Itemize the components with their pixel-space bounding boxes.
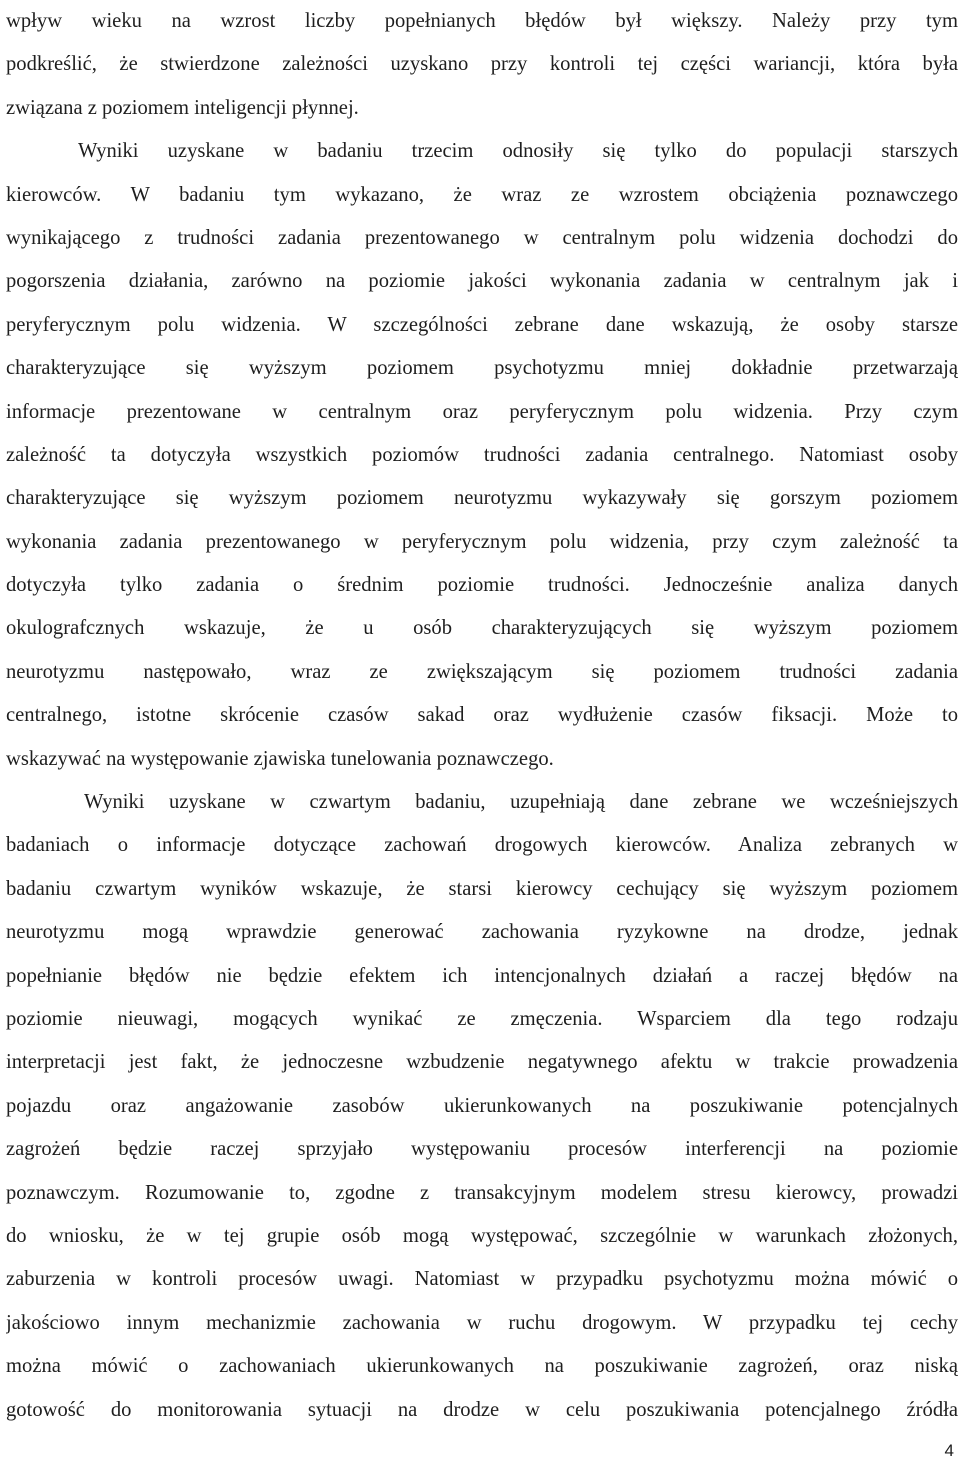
text-line: do wniosku, że w tej grupie osób mogą występować, szczególnie w warunkach złożonych, — [6, 1224, 958, 1247]
text-line: wpływ wieku na wzrost liczby popełnianych błędów był większy. Należy przy tym — [6, 10, 958, 32]
text-line: podkreślić, że stwierdzone zależności uzyskano przy kontroli tej części wariancji, która była — [6, 53, 958, 76]
text-line: poznawczym. Rozumowanie to, zgodne z transakcyjnym modelem stresu kierowcy, prowadzi — [6, 1181, 958, 1204]
text-line: poziomie nieuwagi, mogących wynikać ze zmęczenia. Wsparciem dla tego rodzaju — [6, 1007, 958, 1030]
text-line: popełnianie błędów nie będzie efektem ich intencjonalnych działań a raczej błędów na — [6, 964, 958, 987]
text-line: jakościowo innym mechanizmie zachowania w ruchu drogowym. W przypadku tej cechy — [6, 1311, 958, 1334]
text-line: informacje prezentowane w centralnym oraz peryferycznym polu widzenia. Przy czym — [6, 400, 958, 423]
text-line: charakteryzujące się wyższym poziomem neurotyzmu wykazywały się gorszym poziomem — [6, 487, 958, 510]
text-line: dotyczyła tylko zadania o średnim poziomie trudności. Jednocześnie analiza danych — [6, 574, 958, 597]
page-number: 4 — [944, 1441, 954, 1460]
text-line: centralnego, istotne skrócenie czasów sakad oraz wydłużenie czasów fiksacji. Może to — [6, 704, 958, 727]
text-line: kierowców. W badaniu tym wykazano, że wraz ze wzrostem obciążenia poznawczego — [6, 183, 958, 206]
text-line: okulografcznych wskazuje, że u osób charakteryzujących się wyższym poziomem — [6, 617, 958, 640]
text-line: pogorszenia działania, zarówno na poziomie jakości wykonania zadania w centralnym jak i — [6, 270, 958, 293]
text-line: charakteryzujące się wyższym poziomem psychotyzmu mniej dokładnie przetwarzają — [6, 357, 958, 380]
text-line: neurotyzmu następowało, wraz ze zwiększającym się poziomem trudności zadania — [6, 660, 958, 683]
text-line: wykonania zadania prezentowanego w peryferycznym polu widzenia, przy czym zależność ta — [6, 530, 958, 553]
text-line: można mówić o zachowaniach ukierunkowanych na poszukiwanie zagrożeń, oraz niską — [6, 1355, 958, 1378]
text-line: peryferycznym polu widzenia. W szczególności zebrane dane wskazują, że osoby starsze — [6, 313, 958, 336]
text-line: neurotyzmu mogą wprawdzie generować zachowania ryzykowne na drodze, jednak — [6, 921, 958, 944]
text-line: zależność ta dotyczyła wszystkich poziomów trudności zadania centralnego. Natomiast osoby — [6, 443, 958, 466]
text-line: interpretacji jest fakt, że jednoczesne wzbudzenie negatywnego afektu w trakcie prowadzenia — [6, 1051, 958, 1074]
text-line: badaniach o informacje dotyczące zachowań drogowych kierowców. Analiza zebranych w — [6, 834, 958, 857]
text-line: pojazdu oraz angażowanie zasobów ukierunkowanych na poszukiwanie potencjalnych — [6, 1094, 958, 1117]
text-line: wynikającego z trudności zadania prezentowanego w centralnym polu widzenia dochodzi do — [6, 226, 958, 249]
text-line: wskazywać na występowanie zjawiska tunelowania poznawczego. — [6, 747, 554, 770]
text-line: związana z poziomem inteligencji płynnej. — [6, 96, 359, 119]
body-text — [6, 0, 958, 1432]
text-line: gotowość do monitorowania sytuacji na drodze w celu poszukiwania potencjalnego źródła — [6, 1398, 958, 1421]
text-line: zaburzenia w kontroli procesów uwagi. Natomiast w przypadku psychotyzmu można mówić o — [6, 1268, 958, 1291]
text-line: badaniu czwartym wyników wskazuje, że starsi kierowcy cechujący się wyższym poziomem — [6, 877, 958, 900]
text-line: zagrożeń będzie raczej sprzyjało występowaniu procesów interferencji na poziomie — [6, 1138, 958, 1161]
text-line: Wyniki uzyskane w czwartym badaniu, uzupełniają dane zebrane we wcześniejszych — [84, 791, 958, 814]
text-line: Wyniki uzyskane w badaniu trzecim odnosiły się tylko do populacji starszych — [78, 140, 958, 163]
